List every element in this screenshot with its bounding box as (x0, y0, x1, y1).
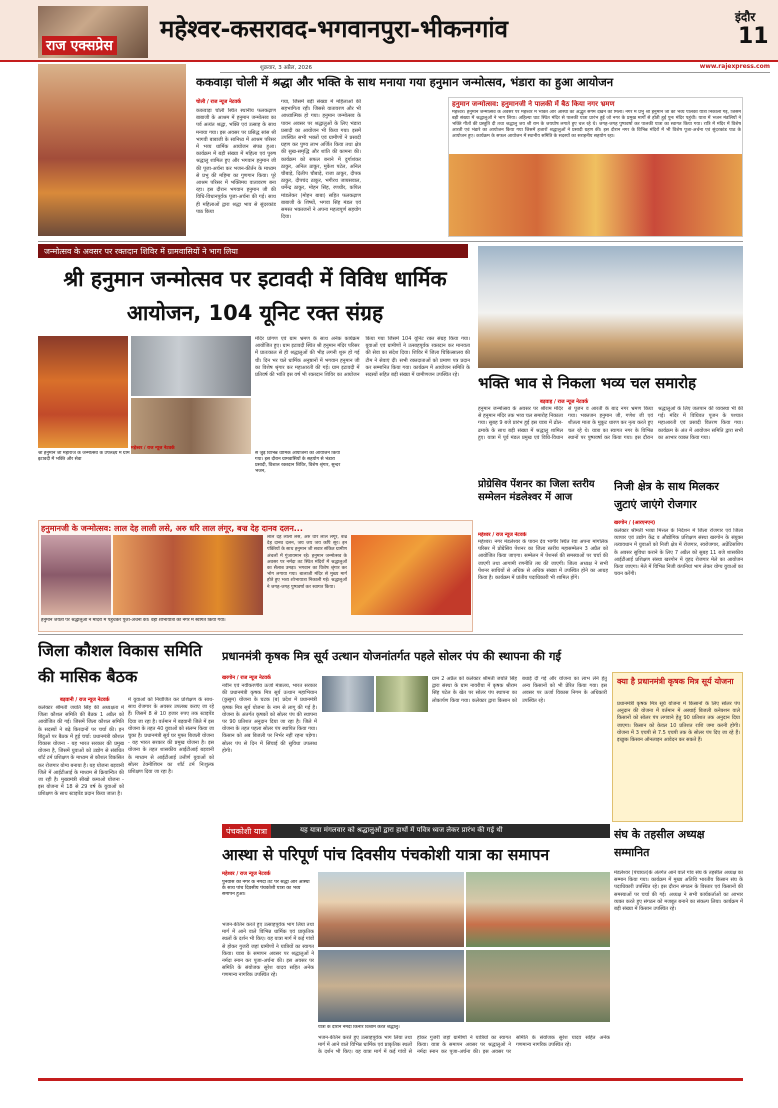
s2-caption-1: श्री हनुमान जी महाराज के जन्मोत्सव के उपलक्ष्य में ग्राम इटावदी में भक्ति और सेवा (38, 451, 130, 462)
s4-photo-2 (113, 535, 263, 615)
s2-body: मंदिर प्रांगण एवं ग्राम भ्रमण के साथ अनेक कार्यक्रम आयोजित हुए। ग्राम इटावदी स्थित श्री हनुमान मंदिर परिसर में प्रातःकाल से ही श्रद्धालुओं की भीड़ लगनी शुरू हो गई थी। दिन भर चले धार्मिक अनुष्ठानों में भगवान हनुमान जी का विशेष श्रृंगार कर महाआरती की गई। ग्राम इटावदी में प्रतिवर्ष की भांति इस वर्ष भी रक्तदान शिविर का आयोजन किया गया जिसमें 104 यूनिट रक्त संग्रह किया गया। युवाओं एवं ग्रामीणों ने उत्साहपूर्वक रक्तदान कर मानवता की सेवा का संदेश दिया। शिविर में जिला चिकित्सालय की टीम ने सेवाएं दीं। सभी रक्तदाताओं को प्रमाण पत्र प्रदान कर सम्मानित किया गया। कार्यक्रम में आयोजन समिति के सदस्यों सहित बड़ी संख्या में ग्रामीणजन उपस्थित रहे। (255, 336, 470, 379)
s10-body: मंडलेश्वर (पंचायत)के अंतर्गत आने वाले गांव संघ के तहसील अध्यक्ष का सम्मान किया गया। कार्यक्रम में मुख्य अतिथि भारतीय किसान संघ के पदाधिकारी उपस्थित रहे। इस दौरान संगठन के विस्तार एवं किसानों की समस्याओं पर चर्चा की गई। अध्यक्ष ने सभी कार्यकर्ताओं का आभार व्यक्त करते हुए संगठन को मजबूत बनाने का संकल्प लिया। कार्यक्रम में बड़ी संख्या में किसान उपस्थित रहे। (614, 870, 743, 913)
bottom-bar (38, 1078, 743, 1081)
s8-body: नवीन एवं नवीकरणीय ऊर्जा मंत्रालय, भारत सरकार की प्रधानमंत्री कृषक मित्र सूर्य उत्थान महाभियान (कुसुम) योजना के घटक (ब) प्रदेश में प्रधानमंत्री कृषक मित्र सूर्य योजना के नाम से लागू की गई है। योजना के अंतर्गत कृषकों को सोलर पंप की स्थापना पर 90 प्रतिशत अनुदान दिया जा रहा है। जिले में योजना के तहत पहला सोलर पंप स्थापित किया गया। किसान को अब बिजली पर निर्भर नहीं रहना पड़ेगा। सोलर पंप से दिन में सिंचाई की सुविधा उपलब्ध होगी। (222, 683, 317, 754)
s9-kicker: पंचकोशी यात्रा (222, 824, 271, 838)
s1-right-box (448, 97, 743, 237)
s3-headline: भक्ति भाव से निकला भव्य चल समारोह (478, 374, 697, 392)
s7-dateline: बड़वानी / राज न्यूज नेटवर्क (60, 697, 110, 703)
s2-headline: श्री हनुमान जन्मोत्सव पर इटावदी में विविध धार्मिक आयोजन, 104 यूनिट रक्त संग्रह (63, 267, 447, 325)
s9-strap-bar (222, 824, 610, 838)
masthead-date: शुक्रवार, 3 अप्रैल, 2026 (260, 65, 312, 71)
s8-headline: प्रधानमंत्री कृषक मित्र सूर्य उत्थान योजनांतर्गत पहले सोलर पंप की स्थापना की गई (222, 649, 562, 663)
s1-headline: ककवाड़ा चोली में श्रद्धा और भक्ति के साथ मनाया गया हनुमान जन्मोत्सव, भंडारा का हुआ आयोजन (196, 75, 614, 89)
s1-photo (38, 64, 186, 236)
s9-dateline: महेश्वर / राज न्यूज नेटवर्क (222, 871, 271, 877)
s1-right-title: हनुमान जन्मोत्सव: हनुमानजी ने पालकी में बैठ किया नगर भ्रमण (452, 100, 615, 108)
s5-body: महेश्वर। नगर मंडलेश्वर के पावन देव भागीर स्थित रेवा अपना मांगलिक परिसर में प्रोग्रेसिव पेंशनर का जिला स्तरीय महासम्मेलन 3 अप्रैल को आयोजित किया जाएगा। सम्मेलन में पेंशनर्स की समस्याओं पर चर्चा की जाएगी तथा आगामी रणनीति तय की जाएगी। जिला अध्यक्ष ने सभी पेंशनर साथियों से अधिक से अधिक संख्या में उपस्थित होने का आग्रह किया है। कार्यक्रम में प्रांतीय पदाधिकारी भी शामिल होंगे। (478, 539, 608, 582)
s1-body-col1: ककवाड़ा चोली स्थित स्थानीय फलकढ़ाण बाबाजी के आश्रम में हनुमान जन्मोत्सव का पर्व अत्यंत श्रद्धा, भक्ति एवं उत्साह के साथ मनाया गया। इस अवसर पर प्रसिद्ध सांस श्री भागवी बाबाजी के सानिध्य में आश्रम परिसर में भव्य धार्मिक आयोजन संपन्न हुआ। कार्यक्रम में बड़ी संख्या में महिला एवं पुरुष श्रद्धालु शामिल हुए और भगवान हनुमान जी की पूजा-अर्चना कर भजन-कीर्तन के माध्यम से प्रभु की महिमा का गुणगान किया। पूरे आश्रम परिसर में भक्तिमय वातावरण बना रहा। इस दौरान भगवान हनुमान जी की विधि-विधानपूर्वक पूजा-अर्चना की गई। साथ ही महिलाओं द्वारा श्रद्धा भाव से सुंदरकांड पाठ किया (196, 108, 276, 215)
s2-kicker-text: जन्मोत्सव के अवसर पर रक्तदान शिविर में ग्रामवासियों ने भाग लिया (44, 247, 239, 256)
masthead-city: इंदौर (735, 10, 756, 24)
s5-headline: प्रोग्रेसिव पेंशनर का जिला स्तरीय सम्मेलन मंडलेश्वर में आज (478, 479, 595, 503)
s8-box-body: प्रधानमंत्री कृषक मित्र सूर्य योजना में किसानों के लिए सोलर पंप अनुदान की योजना में वर्तमान में अस्थाई बिजली कनेक्शन वाले किसानों को सोलर पंप लगवाने हेतु 90 प्रतिशत तक अनुदान दिया जाएगा। किसान को केवल 10 प्रतिशत राशि जमा करनी होगी। योजना में 3 एचपी से 7.5 एचपी तक के सोलर पंप दिए जा रहे हैं। इच्छुक किसान ऑनलाइन आवेदन कर सकते हैं। (617, 701, 740, 744)
s2-photo-1 (38, 336, 128, 448)
s6-dateline: खरगोन / (आरएनएन) (614, 520, 656, 526)
s9-body-cont: भजन-कीर्तन करते हुए उत्साहपूर्वक भाग लिया तथा मार्ग में आने वाले विभिन्न धार्मिक एवं प्राकृतिक स्थलों के दर्शन भी किए। यह यात्रा मार्ग में कई गांवों से होकर गुजरी जहां ग्रामीणों ने यात्रियों का स्वागत किया। यात्रा के समापन अवसर पर श्रद्धालुओं ने नर्मदा स्नान कर पूजा-अर्चना की। इस अवसर पर समिति के संयोजक सुरेश यादव सहित अनेक गणमान्य नागरिक उपस्थित रहे। (318, 1035, 610, 1056)
s9-caption-1: पुनर्वास को नगर के नर्मदा तट पर श्रद्धा और आस्था के साथ पांच दिवसीय पंचकोशी यात्रा का भव्य समापन हुआ। (222, 880, 310, 897)
s4-photo-1 (41, 535, 111, 615)
s8-dateline: खरगोन / राज न्यूज नेटवर्क (222, 675, 271, 681)
s7-body: कलेक्टर श्रीमती जयति सिंह की अध्यक्षता में जिला कौशल समिति की बैठक 1 अप्रैल को आयोजित की गई। जिसमें जिला कौशल समिति के सदस्यों ने बढ़े किरदानों पर चर्चा की। इन बिंदुओं पर बैठक में हुई चर्चा: प्रधानमंत्री कौशल विकास योजना - यह भारत सरकार की प्रमुख योजना है, जिसमें युवाओं को उद्योग से संबंधित शॉर्ट टर्म प्रशिक्षण के माध्यम से कौशल विकसित कर रोजगार योग्य बनाया है। यह योजना बड़वानी जिले में आईटीआई के माध्यम से क्रियान्वित की जा रही है। मुख्यमंत्री सीखो कमाओ योजना - इस योजना में 18 से 29 वर्ष के युवाओं को प्रशिक्षण के साथ स्टाइपेंड प्रदान किया जाता है। (38, 705, 124, 798)
s1-right-body: महेश्वर। हनुमान जन्मोत्सव के अवसर पर महेश्वर में भक्ति और आस्था का अद्भुत संगम देखने को मिला। नगर में प्रभु श्री हनुमान जी की भव्य पालकी यात्रा निकाली गई, जिसमें बड़ी संख्या में श्रद्धालुओं ने भाग लिया। अहिल्या घाट स्थित मंदिर से पालकी यात्रा प्रारंभ हुई जो नगर के प्रमुख मार्गों से होती हुई पुनः मंदिर पहुंची। यात्रा में भजन मंडलियों ने भक्ति गीतों की प्रस्तुति दी तथा श्रद्धालु जय श्री राम के जयघोष लगाते हुए चल रहे थे। जगह-जगह पुष्पवर्षा कर पालकी यात्रा का स्वागत किया गया। रात्रि में मंदिर में विशेष आरती एवं भंडारे का आयोजन किया गया जिसमें हजारों श्रद्धालुओं ने प्रसादी ग्रहण की। इस दौरान नगर के विभिन्न मंदिरों में भी विशेष पूजा-अर्चना एवं सुंदरकांड पाठ के आयोजन हुए। कार्यक्रम के सफल आयोजन में स्थानीय समिति के सदस्यों का सराहनीय सहयोग रहा। (452, 110, 741, 139)
s7-headline: जिला कौशल विकास समिति की मासिक बैठक (38, 641, 202, 686)
s8-photo-1 (322, 676, 374, 712)
masthead-web: www.rajexpress.com (699, 63, 770, 70)
masthead-title: महेश्वर-कसरावद-भगवानपुरा-भीकनगांव (160, 15, 508, 43)
s1-dateline: चोली / राज न्यूज नेटवर्क (196, 99, 241, 105)
s9-photo-4 (466, 950, 610, 1022)
s4-photo-3 (351, 535, 471, 615)
s1-body-col2: गया, जिसमें बड़ी संख्या में महिलाओं की सहभागिता रही। जिससे वातावरण और भी आध्यात्मिक हो गया। हनुमान जन्मोत्सव के पावन अवसर पर श्रद्धालुओं के लिए भंडारा प्रसादी का आयोजन भी किया गया। इसमें उपस्थित सभी भक्तों एवं ग्रामीणों ने प्रसादी ग्रहण कर पुण्य लाभ अर्जित किया तथा क्षेत्र की सुख-समृद्धि और शांति की कामना की। कार्यक्रम को सफल बनाने में दुर्गाशंकर ठाकुर, अनिल ठाकुर, मुकेश पटेल, अनिल चौबाड़े, दिलीप चौबाड़े, राजा ठाकुर, दीपक ठाकुर, दीपचंद ठाकुर, भगीरथ जायसवाल, धर्मेन्द्र ठाकुर, मोहन सिंह, रणधीर, कपिल मांडलेकर (मोहन बाबा) सहित फलकढ़ाण बाबाजी के शिष्यों, भगवा सिंह मंडल एवं समस्त भक्तजनों ने अपना महत्वपूर्ण सहयोग दिया। (281, 99, 361, 221)
s9-photo-3 (318, 950, 464, 1022)
divider (38, 241, 743, 242)
page-number: 11 (738, 24, 769, 49)
masthead (0, 0, 778, 62)
s4-caption: हनुमान जयंती पर श्रद्धालुओं ने मंदिरों में पहुंचकर पूजा-अर्चना की। वहीं शोभायात्रा का नगर में स्वागत किया गया। (41, 618, 226, 623)
s6-body: कलेक्टर श्रीमती भव्या मित्तल के निर्देशन में जिला रोजगार एवं जिला व्यापार एवं उद्योग केंद्र व औद्योगिक प्रशिक्षण संस्था खरगोन के संयुक्त तत्वावधान में युवाओं को निजी क्षेत्र में रोजगार, स्वरोजगार, अप्रेंटिसशिप के अवसर सुविधा कराने के लिए 7 अप्रैल को सुबह 11 बजे शासकीय आईटीआई प्रशिक्षण संस्था खरगोन में वृहद रोजगार मेले का आयोजन किया जाएगा। मेले में विभिन्न निजी कंपनियां भाग लेकर योग्य युवाओं का चयन करेंगी। (614, 528, 743, 578)
s2-dateline: महेश्वर / राज न्यूज नेटवर्क (131, 446, 175, 451)
s1-right-photo (449, 154, 742, 236)
s2-kicker (38, 244, 468, 258)
s4-body: लाल देह लाली लसे, अरु धरि लाल लंगूर, बज्र देह दानव दलन, जय जय जय कपि सूर। इन पंक्तियों के साथ हनुमान जी सवार संकित ग्रामीण अंचलों में गुंजायमान रहे। हनुमान जन्मोत्सव के अवसर पर नर्मदा तट स्थित मंदिरों में श्रद्धालुओं का सैलाब उमड़ा। भगवान का विशेष श्रृंगार कर भोग लगाया गया। बालाजी मंदिर से मुख्य मार्ग होते हुए भव्य शोभायात्रा निकाली गई। श्रद्धालुओं ने जगह-जगह पुष्पवर्षा कर स्वागत किया। (267, 535, 347, 590)
s8-photo-2 (376, 676, 428, 712)
s5-dateline: महेश्वर / राज न्यूज नेटवर्क (478, 532, 527, 538)
date-line (220, 62, 770, 73)
s4-headline: हनुमानजी के जन्मोत्सव: लाल देह लाली लसे, अरु धरि लाल लंगूर, बज्र देह दानव दलन... (41, 524, 303, 533)
s8-body-2: ग्राम 2 अप्रैल को कलेक्टर श्रीमती जयति सिंह द्वारा संस्था के ग्राम नावरीया में कृषक श्रीराम सिंह पटेल के खेत पर सोलर पंप स्थापना का लोकार्पण किया गया। कलेक्टर द्वारा किसान को बधाई दी गई और योजना का लाभ लेने हेतु अन्य किसानों को भी प्रेरित किया गया। इस अवसर पर ऊर्जा विकास निगम के अधिकारी उपस्थित रहे। (432, 676, 607, 704)
s6-headline: निजी क्षेत्र के साथ मिलकर जुटाएं जाएंगे रोजगार (614, 480, 719, 511)
s9-photo-1 (318, 872, 464, 947)
paper-logo: राज एक्सप्रेस (42, 36, 117, 55)
s8-box-title: क्या है प्रधानमंत्री कृषक मित्र सूर्य योजना (617, 677, 734, 686)
s9-caption-2: यात्रा के दौरान नर्मदा किनारे विश्राम करते श्रद्धालु। (318, 1025, 400, 1030)
s9-headline: आस्था से परिपूर्ण पांच दिवसीय पंचकोशी यात्रा का समापन (222, 846, 550, 864)
s9-strap: यह यात्रा मंगलवार को श्रद्धालुओं द्वारा हाथों में पवित्र ध्वज लेकर प्रारंभ की गई थी (300, 826, 503, 834)
s8-box (612, 672, 743, 822)
s10-headline: संघ के तहसील अध्यक्ष सम्मानित (614, 828, 705, 859)
s9-body: भजन-कीर्तन करते हुए उत्साहपूर्वक भाग लिया तथा मार्ग में आने वाले विभिन्न धार्मिक एवं प्राकृतिक स्थलों के दर्शन भी किए। यह यात्रा मार्ग में कई गांवों से होकर गुजरी जहां ग्रामीणों ने यात्रियों का स्वागत किया। यात्रा के समापन अवसर पर श्रद्धालुओं ने नर्मदा स्नान कर पूजा-अर्चना की। इस अवसर पर समिति के संयोजक सुरेश यादव सहित अनेक गणमान्य नागरिक उपस्थित रहे। (222, 922, 314, 979)
s9-photo-2 (466, 872, 610, 947)
s2-caption-2: से जुड़े विभिन्न धार्मिक आयोजनों का आयोजन किया गया। इस दौरान ग्रामवासियों के सहयोग से भंडारा प्रसादी, विशाल रक्तदान शिविर, विशेष श्रृंगार, सुन्दर भजन, (255, 451, 341, 473)
s7-body-2: में युवाओं को नियोजित कर प्रशिक्षण के साथ-साथ रोजगार के अवसर उपलब्ध कराए जा रहे हैं। जिसमें 8 से 10 हजार रुपए तक स्टाइपेंड दिया जा रहा है। वर्तमान में बड़वानी जिले में इस योजना के तहत 40 युवाओं को संलग्न किया जा चुका है। प्रधानमंत्री सूर्य घर मुफ्त बिजली योजना - यह भारत सरकार की प्रमुख योजना है। इस योजना के तहत शासकीय आईटीआई बड़वानी के माध्यम से आईटीआई उत्तीर्ण युवाओं को सोलर टेक्नीशियन का शॉर्ट टर्म निःशुल्क प्रशिक्षण दिया जा रहा है। (128, 697, 214, 776)
divider (38, 634, 743, 635)
s2-photo-2 (131, 336, 251, 396)
s3-dateline: बड़वाह / राज न्यूज नेटवर्क (540, 399, 589, 405)
s4-box (38, 520, 473, 632)
s3-photo (478, 246, 743, 368)
s3-body: हनुमान जन्मोत्सव के अवसर पर श्रीराम मंदिर से हनुमान मंदिर तक भव्य चल समारोह निकाला गया। सुबह 9 बजे प्रारंभ हुई इस यात्रा में ढोल-ढमाके के साथ बड़ी संख्या में श्रद्धालु शामिल हुए। यात्रा में पूर्व मंडल प्रमुख एवं विधि-विधान से पूजन व आरती के बाद नगर भ्रमण किया गया। भक्तजन हनुमान जी, गणेश जी एवं शीतला माता के मुकुट धारण कर नृत्य करते हुए चल रहे थे। यात्रा का स्वागत नगर के विभिन्न स्थानों पर पुष्पवर्षा कर किया गया। इस दौरान श्रद्धालुओं के लिए जलपान की व्यवस्था भी की गई। मंदिर में विधिवत पूजन के पश्चात महाआरती एवं प्रसादी वितरण किया गया। कार्यक्रम के अंत में आयोजन समिति द्वारा सभी का आभार व्यक्त किया गया। (478, 406, 743, 441)
